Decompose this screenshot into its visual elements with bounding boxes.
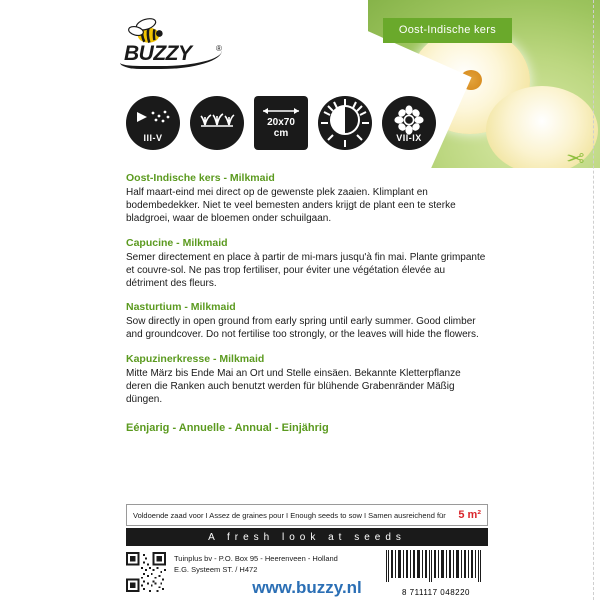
scissors-icon: ✂ — [565, 146, 584, 171]
sowing-months: III-V — [143, 133, 163, 143]
company-line-2: E.G. Systeem ST. / H472 — [174, 565, 258, 574]
instruction-block-de — [126, 353, 486, 407]
variety-name-tag: Oost-Indische kers — [383, 18, 512, 43]
instruction-title-de: Kapuzinerkresse - Milkmaid — [126, 352, 265, 365]
instruction-title-en: Nasturtium - Milkmaid — [126, 301, 236, 314]
registered-mark: ® — [216, 44, 222, 53]
instruction-block-en — [126, 301, 486, 341]
sowing-glyph — [135, 108, 171, 128]
quantity-bar — [126, 504, 488, 526]
spacing-unit: cm — [273, 128, 289, 139]
spacing-arrows-glyph — [262, 107, 300, 115]
slogan-strip: A fresh look at seeds — [126, 528, 488, 546]
planting-glyph — [199, 109, 235, 129]
instruction-body-en: Sow directly in open ground from early spring until early summer. Good climber and groundcover. Do not fertilise too strongly, or the leaves will hide the flowers. — [126, 316, 479, 341]
spacing-value: 20x70 — [267, 117, 295, 128]
flowering-months: VII-IX — [396, 133, 422, 143]
quantity-text: Voldoende zaad voor I Assez de graines pour I Enough seeds to sow I Samen ausreichend für — [133, 510, 446, 520]
sun-rays-glyph — [318, 96, 372, 150]
instruction-body-fr: Semer directement en place à partir de mi-mars jusqu'à fin mai. Plante grimpante et couvre-sol. Ne pas trop fertiliser, pour éviter une végétation élevée au détriment des fleurs. — [126, 251, 486, 290]
quantity-amount: 5 m² — [458, 509, 481, 521]
instruction-block-nl — [126, 172, 486, 226]
sun-exposure-icon — [318, 96, 372, 150]
flowering-icon — [382, 96, 436, 150]
company-line-1: Tuinplus bv - P.O. Box 95 - Heerenveen - Holland — [174, 554, 338, 563]
sowing-icon — [126, 96, 180, 150]
instruction-body-de: Mitte März bis Ende Mai an Ort und Stelle einsäen. Bekannte Kletterpflanze deren die Ranken auch benutzt werden für blühende Grabenränder Mäßig düngen. — [126, 367, 461, 406]
instructions — [126, 172, 486, 434]
instruction-block-fr — [126, 237, 486, 291]
brand-name: BUZZY — [124, 42, 192, 65]
spacing-icon — [254, 96, 308, 150]
flower-glyph — [394, 105, 424, 135]
brand-logo — [118, 14, 230, 72]
instruction-title-nl: Oost-Indische kers - Milkmaid — [126, 172, 275, 184]
website-link[interactable]: www.buzzy.nl — [252, 578, 362, 597]
instruction-body-nl: Half maart-eind mei direct op de gewenste plek zaaien. Klimplant en bodembedekker. Niet te veel bemesten anders krijgt de plant een te sterke bladgroei, waar de bloemen onder schuilgaan. — [126, 187, 456, 225]
company-address — [174, 550, 338, 575]
cut-line — [593, 0, 594, 600]
lifecycle-label: Eénjarig - Annuelle - Annual - Einjährig — [126, 422, 329, 435]
growing-info-icons — [126, 96, 436, 150]
barcode-number: 8 711117 048220 — [401, 588, 470, 597]
planting-icon — [190, 96, 244, 150]
instruction-title-fr: Capucine - Milkmaid — [126, 236, 228, 249]
